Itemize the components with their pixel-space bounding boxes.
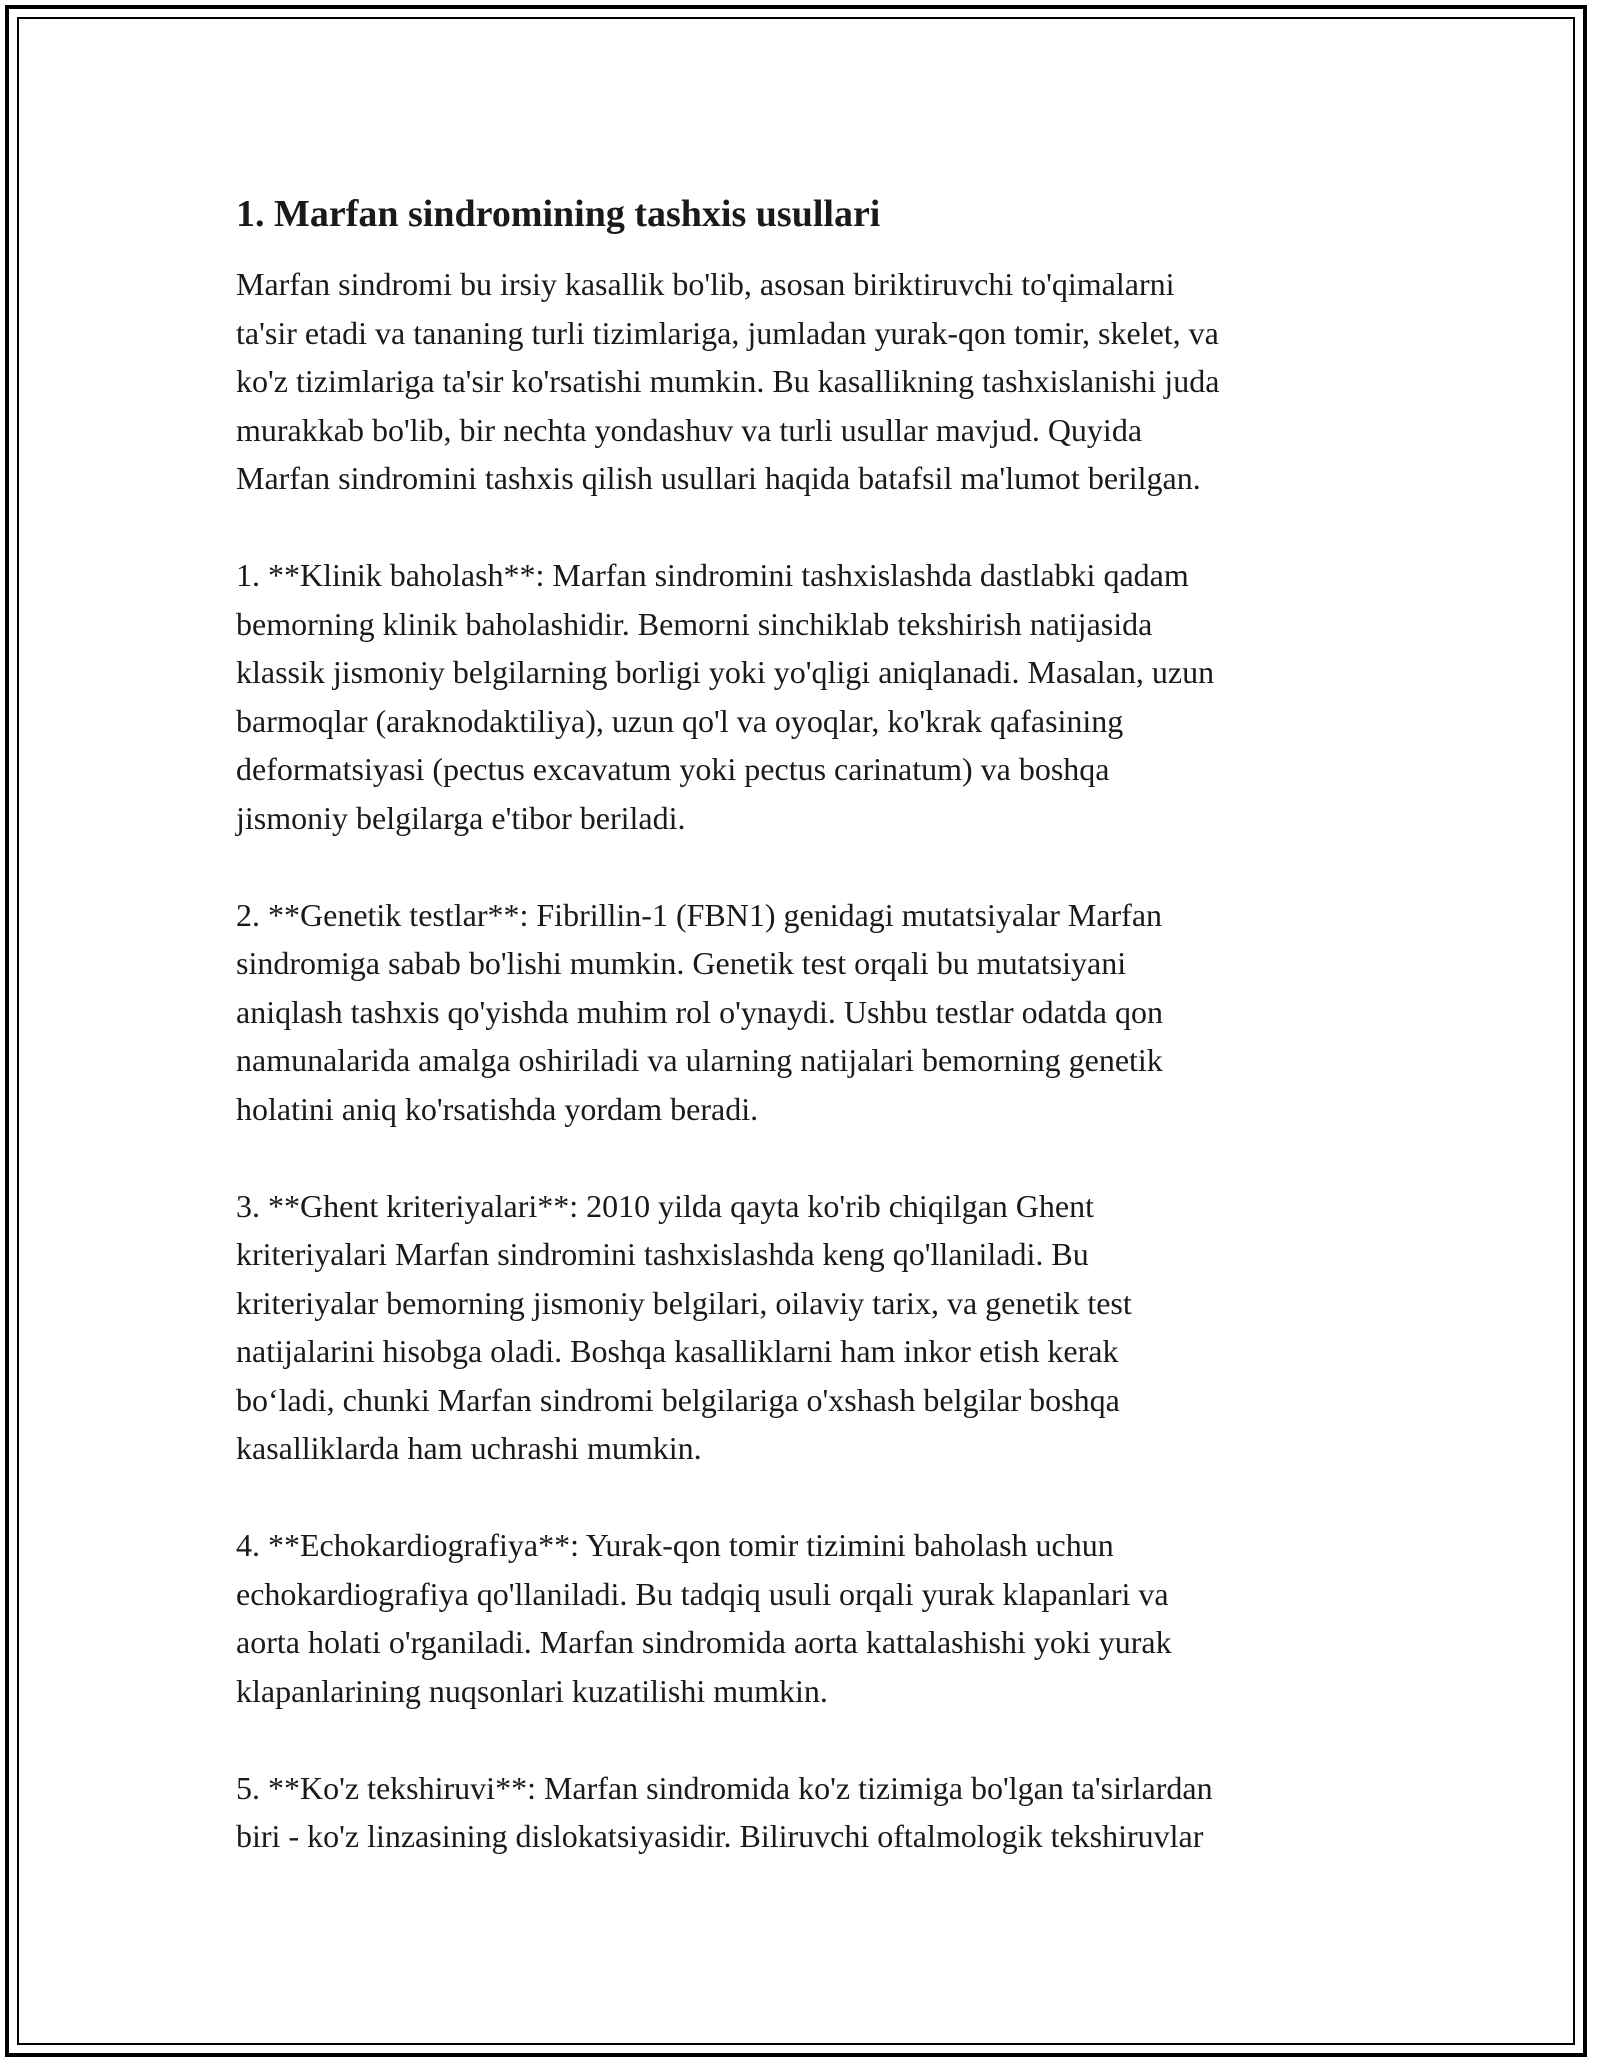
intro-paragraph: Marfan sindromi bu irsiy kasallik bo'lib, asosan biriktiruvchi to'qimalarni ta'sir etadi va tananing turli tizimlariga, jumladan yurak-qon tomir, skelet, va ko'z tizimlariga ta'sir ko'rsatishi mumkin. Bu kasallikning tashxislanishi juda murakkab bo'lib, bir nechta yondashuv va turli usullar mavjud. Quyida Marfan sindromini tashxis qilish usullari haqida batafsil ma'lumot berilgan. [236, 266, 1220, 496]
document-title: 1. Marfan sindromining tashxis usullari [236, 193, 881, 235]
echocardiography-paragraph: 4. **Echokardiografiya**: Yurak-qon tomir tizimini baholash uchun echokardiografiya qo'llaniladi. Bu tadqiq usuli orqali yurak klapanlari va aorta holati o'rganiladi. Marfan sindromida aorta kattalashishi yoki yurak klapanlarining nuqsonlari kuzatilishi mumkin. [236, 1527, 1172, 1709]
genetic-tests-paragraph: 2. **Genetik testlar**: Fibrillin-1 (FBN1) genidagi mutatsiyalar Marfan sindromiga sabab bo'lishi mumkin. Genetik test orqali bu mutatsiyani aniqlash tashxis qo'yishda muhim rol o'ynaydi. Ushbu testlar odatda qon namunalarida amalga oshiriladi va ularning natijalari bemorning genetik holatini aniq ko'rsatishda yordam beradi. [236, 896, 1163, 1127]
ghent-criteria-paragraph: 3. **Ghent kriteriyalari**: 2010 yilda qayta ko'rib chiqilgan Ghent kriteriyalari Marfan sindromini tashxislashda keng qo'llaniladi. Bu kriteriyalar bemorning jismoniy belgilari, oilaviy tarix, va genetik test natijalarini hisobga oladi. Boshqa kasalliklarni ham inkor etish kerak bo‘ladi, chunki Marfan sindromi belgilariga o'xshash belgilar boshqa kasalliklarda ham uchrashi mumkin. [236, 1187, 1132, 1466]
clinical-assessment-paragraph: 1. **Klinik baholash**: Marfan sindromini tashxislashda dastlabki qadam bemorning klinik baholashidir. Bemorni sinchiklab tekshirish natijasida klassik jismoniy belgilarning borligi yoki yo'qligi aniqlanadi. Masalan, uzun barmoqlar (araknodaktiliya), uzun qo'l va oyoqlar, ko'krak qafasining deformatsiyasi (pectus excavatum yoki pectus carinatum) va boshqa jismoniy belgilarga e'tibor beriladi. [236, 557, 1215, 836]
eye-exam-paragraph: 5. **Ko'z tekshiruvi**: Marfan sindromida ko'z tizimiga bo'lgan ta'sirlardan biri - ko'z linzasining dislokatsiyasidir. Biliruvchi oftalmologik tekshiruvlar [236, 1769, 1213, 1854]
document-body [236, 188, 1386, 1861]
